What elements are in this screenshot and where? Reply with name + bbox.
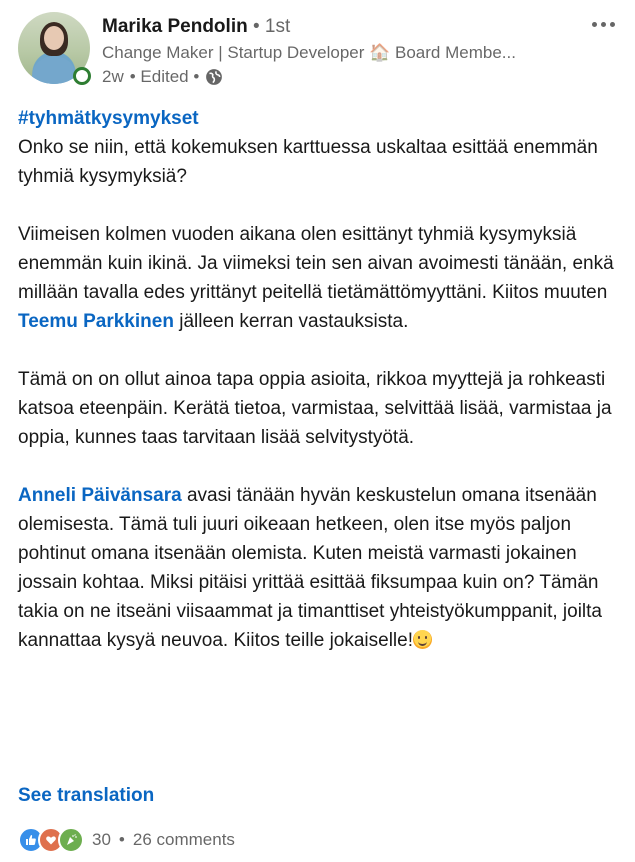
connection-degree: • 1st [247, 16, 291, 37]
dot-icon [592, 22, 597, 27]
post-time[interactable]: 2w [102, 67, 124, 86]
post-header [18, 12, 621, 92]
avatar-face [44, 26, 64, 50]
hashtag-link[interactable]: #tyhmätkysymykset [18, 108, 199, 129]
avatar-body [32, 56, 76, 84]
paragraph-1: Onko se niin, että kokemuksen karttuessa uskaltaa esittää enemmän tyhmiä kysymyksiä? [18, 137, 598, 187]
author-headline: Change Maker | Startup Developer 🏠 Board Membe... [102, 43, 516, 62]
globe-icon [205, 68, 223, 86]
paragraph-4-text: avasi tänään hyvän keskustelun omana itsenään olemisesta. Tämä tuli juuri oikeaan hetkeen, olen itse myös paljon pohtinut omana itsenään olemista. Kuten meistä varmasti jokainen jossain kohtaa. Miksi pitäisi yrittää esittää fiksumpaa kuin on? Tämän takia on ne itseäni viisaammat ja timanttiset yhteistyökumppanit, joilta kannattaa kysyä neuvoa. Kiitos teille jokaiselle! [18, 485, 602, 651]
post-content [18, 104, 618, 684]
mention-teemu-parkkinen[interactable]: Teemu Parkkinen [18, 311, 174, 332]
dot-icon [610, 22, 615, 27]
paragraph-2-text-b: jälleen kerran vastauksista. [173, 311, 409, 332]
paragraph-2 [18, 220, 618, 336]
online-status-icon [73, 67, 91, 85]
reactions-icons[interactable] [18, 827, 84, 853]
paragraph-2-text-a: Viimeisen kolmen vuoden aikana olen esittänyt tyhmiä kysymyksiä enemmän kuin ikinä. Ja viimeksi tein sen aivan avoimesti tänään, enkä millään tavalla edes yrittänyt peitellä tietämättömyyttäni. Kiitos muuten [18, 224, 614, 303]
comments-count-link[interactable]: 26 comments [132, 830, 235, 849]
more-options-button[interactable] [585, 12, 621, 36]
paragraph-3: Tämä on on ollut ainoa tapa oppia asioita, rikkoa myyttejä ja rohkeasti katsoa eteenpäin. Kerätä tietoa, varmistaa, selvittää lisää, varmistaa ja oppia, kunnes taas tarvitaan lisää selvitystyötä. [18, 369, 612, 448]
reaction-count[interactable]: 30 [92, 830, 111, 849]
see-translation-button[interactable]: See translation [18, 785, 155, 806]
post-meta [102, 66, 223, 88]
dot-icon [601, 22, 606, 27]
separator: • [118, 830, 125, 849]
social-counts [18, 826, 235, 854]
paragraph-4 [18, 481, 618, 655]
author-name-row [102, 15, 290, 39]
celebrate-reaction-icon [58, 827, 84, 853]
mention-anneli-paivansara[interactable]: Anneli Päivänsara [18, 485, 182, 506]
author-name[interactable]: Marika Pendolin [102, 16, 248, 37]
smile-emoji-icon [413, 630, 432, 649]
edited-label: • Edited • [129, 67, 200, 86]
